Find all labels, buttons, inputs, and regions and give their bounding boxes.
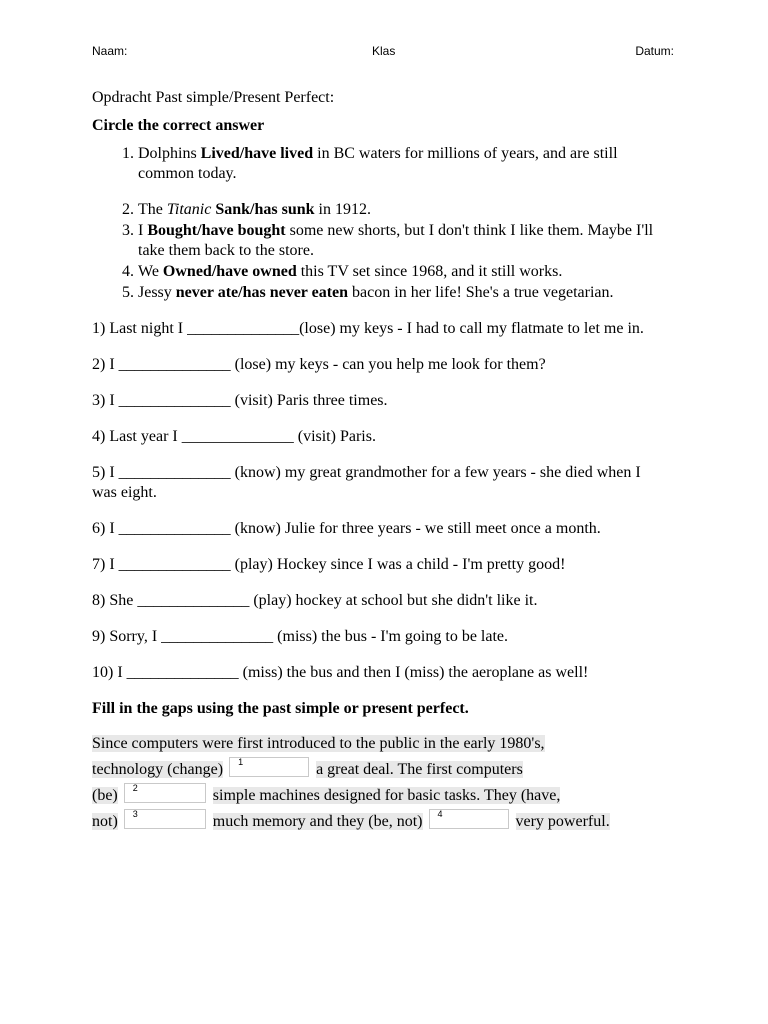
name-label: Naam: bbox=[92, 44, 128, 58]
gap-sentence: 4) Last year I ______________ (visit) Paris. bbox=[92, 428, 376, 445]
gap-sentence: 9) Sorry, I ______________ (miss) the bus - I'm going to be late. bbox=[92, 628, 509, 645]
section1-instruction: Circle the correct answer bbox=[92, 117, 265, 134]
multiple-choice-list bbox=[92, 144, 662, 303]
answer-box-2[interactable]: 2 bbox=[124, 783, 206, 803]
worksheet-body bbox=[92, 88, 662, 835]
answer-box-4[interactable]: 4 bbox=[429, 809, 509, 829]
section2-instruction: Fill in the gaps using the past simple or present perfect. bbox=[92, 700, 469, 717]
date-label: Datum: bbox=[635, 44, 674, 58]
answer-choice[interactable]: Lived/have lived bbox=[200, 145, 314, 162]
answer-box-3[interactable]: 3 bbox=[124, 809, 206, 829]
gap-sentence: 1) Last night I ______________(lose) my keys - I had to call my flatmate to let me in. bbox=[92, 320, 644, 337]
cloze-passage: Since computers were first introduced to the public in the early 1980's, technology (change) 1 a great deal. The first computers (be) 2 simple machines designed for basic tasks. They (have, not) 3 much memory and they (be, not) 4 very powerful. bbox=[92, 735, 610, 830]
answer-choice[interactable]: Owned/have owned bbox=[162, 263, 297, 280]
mc-item: 1. Dolphins Lived/have lived in BC waters for millions of years, and are still common today. bbox=[138, 144, 662, 184]
gap-sentence: 10) I ______________ (miss) the bus and then I (miss) the aeroplane as well! bbox=[92, 664, 589, 681]
answer-choice[interactable]: Sank/has sunk bbox=[215, 201, 315, 218]
answer-choice[interactable]: Bought/have bought bbox=[147, 222, 286, 239]
mc-item: 2. The Titanic Sank/has sunk in 1912. bbox=[138, 200, 662, 220]
gap-fill-list bbox=[92, 319, 662, 683]
worksheet-title: Opdracht Past simple/Present Perfect: bbox=[92, 89, 335, 106]
answer-box-1[interactable]: 1 bbox=[229, 757, 309, 777]
answer-choice[interactable]: never ate/has never eaten bbox=[175, 284, 349, 301]
gap-sentence: 3) I ______________ (visit) Paris three times. bbox=[92, 392, 388, 409]
class-label: Klas bbox=[372, 44, 396, 58]
mc-item: 3. I Bought/have bought some new shorts, but I don't think I like them. Maybe I'll take them back to the store. bbox=[138, 221, 662, 261]
mc-item: 4. We Owned/have owned this TV set since 1968, and it still works. bbox=[138, 262, 662, 282]
gap-sentence: 6) I ______________ (know) Julie for three years - we still meet once a month. bbox=[92, 520, 601, 537]
gap-sentence: 8) She ______________ (play) hockey at school but she didn't like it. bbox=[92, 592, 538, 609]
worksheet-header bbox=[92, 44, 674, 60]
gap-sentence: 2) I ______________ (lose) my keys - can you help me look for them? bbox=[92, 356, 546, 373]
mc-item: 5. Jessy never ate/has never eaten bacon in her life! She's a true vegetarian. bbox=[138, 283, 662, 303]
gap-sentence: 5) I ______________ (know) my great grandmother for a few years - she died when I was eight. bbox=[92, 464, 641, 501]
gap-sentence: 7) I ______________ (play) Hockey since I was a child - I'm pretty good! bbox=[92, 556, 566, 573]
